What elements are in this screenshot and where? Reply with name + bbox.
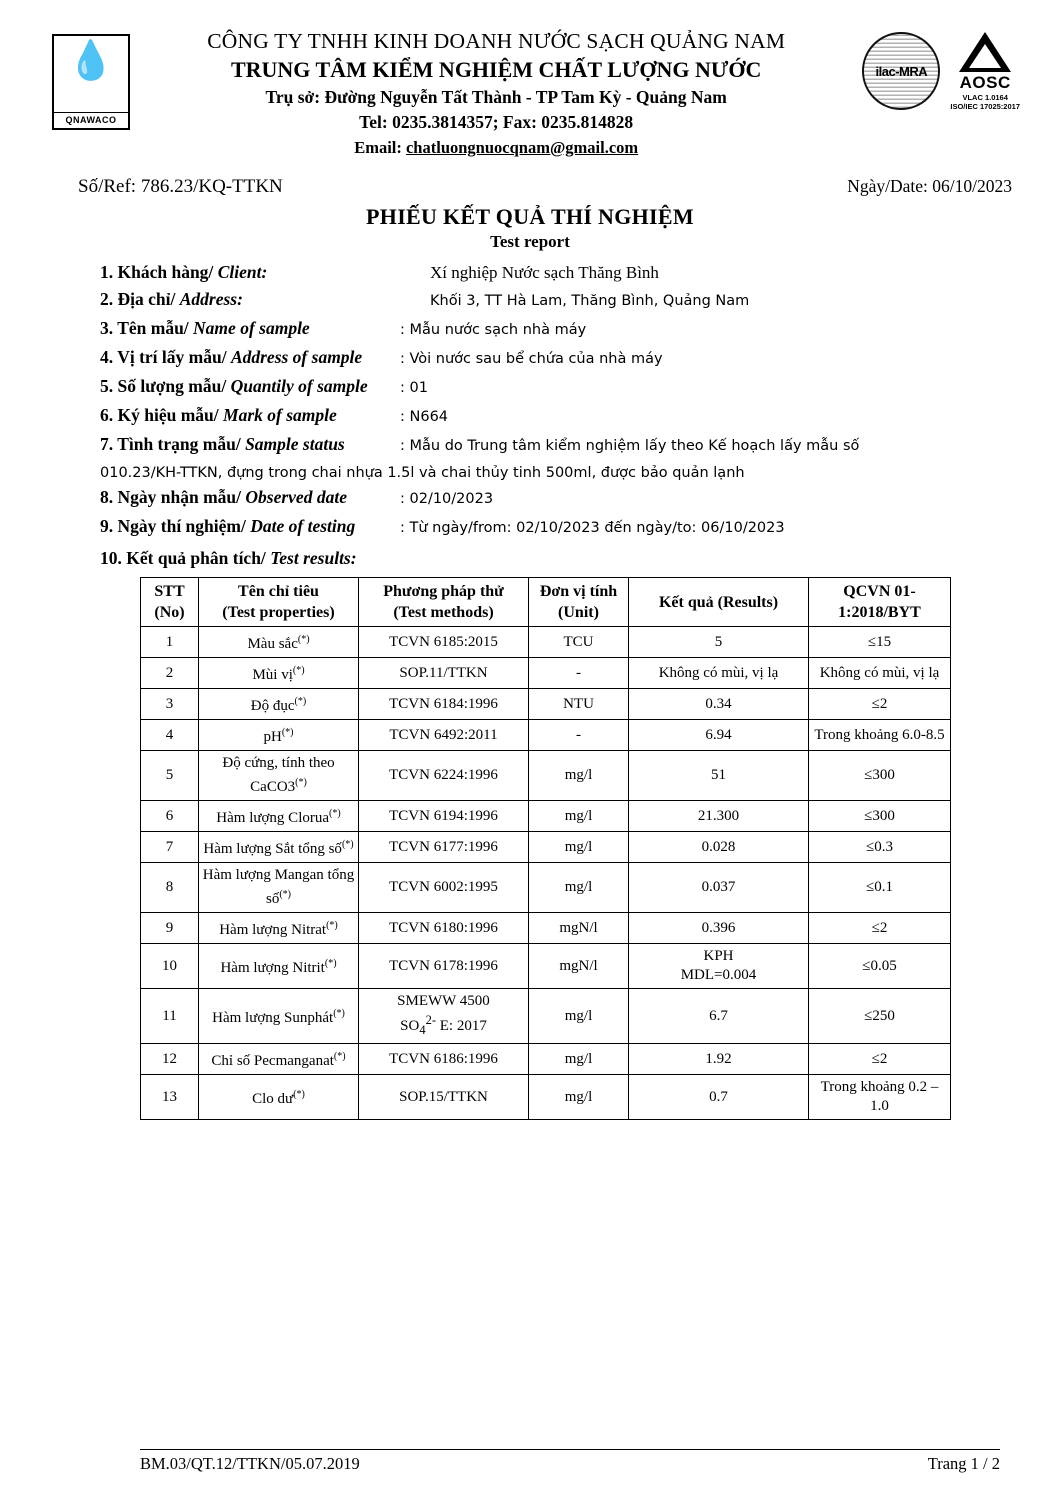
results-table-body bbox=[141, 627, 951, 1120]
cell-name: Hàm lượng Mangan tổng số(*) bbox=[199, 863, 359, 913]
table-row bbox=[141, 801, 951, 832]
cell-qcvn: ≤2 bbox=[809, 689, 951, 720]
field-observed-date-label: 8. Ngày nhận mẫu/ Observed date bbox=[100, 487, 347, 507]
cell-unit: - bbox=[529, 720, 629, 751]
water-drop-icon: 💧 bbox=[67, 40, 115, 82]
cell-stt: 2 bbox=[141, 658, 199, 689]
cell-stt: 4 bbox=[141, 720, 199, 751]
results-heading: 10. Kết quả phân tích/ Test results: bbox=[100, 547, 357, 568]
cell-method: SMEWW 4500 $SO_4^{2-}$ E: 2017 bbox=[359, 989, 529, 1044]
ref-date-row bbox=[0, 160, 1060, 198]
cell-qcvn: ≤15 bbox=[809, 627, 951, 658]
page-title: PHIẾU KẾT QUẢ THÍ NGHIỆM bbox=[366, 204, 694, 229]
sample-info-fields bbox=[0, 252, 1060, 571]
cell-stt: 1 bbox=[141, 627, 199, 658]
cell-method: TCVN 6180:1996 bbox=[359, 913, 529, 944]
cell-unit: NTU bbox=[529, 689, 629, 720]
field-observed-date bbox=[100, 485, 1020, 513]
col-header-qcvn: QCVN 01- 1:2018/BYT bbox=[809, 578, 951, 627]
field-sample-mark bbox=[100, 403, 1020, 431]
cell-result: 21.300 bbox=[629, 801, 809, 832]
cell-result: Không có mùi, vị lạ bbox=[629, 658, 809, 689]
ilac-mra-icon: ilac-MRA bbox=[862, 32, 940, 110]
col-header-unit: Đơn vị tính (Unit) bbox=[529, 578, 629, 627]
cell-method: TCVN 6185:2015 bbox=[359, 627, 529, 658]
field-sample-quantity bbox=[100, 374, 1020, 402]
field-testing-date bbox=[100, 514, 1020, 542]
page-subtitle: Test report bbox=[490, 232, 570, 251]
cell-stt: 7 bbox=[141, 832, 199, 863]
field-address-label: 2. Địa chỉ/ Address: bbox=[100, 289, 243, 309]
cell-unit: mg/l bbox=[529, 1075, 629, 1120]
cell-qcvn: ≤0.1 bbox=[809, 863, 951, 913]
cell-name: Chỉ số Pecmanganat(*) bbox=[199, 1044, 359, 1075]
cell-qcvn: ≤250 bbox=[809, 989, 951, 1044]
cell-stt: 5 bbox=[141, 751, 199, 801]
cell-result: 0.028 bbox=[629, 832, 809, 863]
field-client-value: Xí nghiệp Nước sạch Thăng Bình bbox=[430, 263, 659, 282]
cell-unit: mg/l bbox=[529, 1044, 629, 1075]
cell-name: Hàm lượng Clorua(*) bbox=[199, 801, 359, 832]
cell-result: 1.92 bbox=[629, 1044, 809, 1075]
company-name-line1: CÔNG TY TNHH KINH DOANH NƯỚC SẠCH QUẢNG NAM bbox=[207, 29, 786, 53]
cell-qcvn: ≤300 bbox=[809, 801, 951, 832]
date-label: Ngày/Date: bbox=[847, 176, 928, 196]
cell-method: TCVN 6002:1995 bbox=[359, 863, 529, 913]
cell-stt: 6 bbox=[141, 801, 199, 832]
document-footer bbox=[0, 1449, 1060, 1474]
cell-method: TCVN 6224:1996 bbox=[359, 751, 529, 801]
email-link[interactable]: chatluongnuocqnam@gmail.com bbox=[405, 138, 639, 157]
col-header-test-properties: Tên chỉ tiêu (Test properties) bbox=[199, 578, 359, 627]
ref-number bbox=[78, 176, 283, 198]
field-sample-name bbox=[100, 316, 1020, 344]
field-sample-status-label: 7. Tình trạng mẫu/ Sample status bbox=[100, 434, 345, 454]
cell-name: Clo dư(*) bbox=[199, 1075, 359, 1120]
aosc-sub1: VLAC 1.0164 bbox=[962, 93, 1008, 102]
report-date bbox=[847, 176, 1012, 197]
cell-method: TCVN 6194:1996 bbox=[359, 801, 529, 832]
ref-value: 786.23/KQ-TTKN bbox=[140, 176, 283, 197]
field-client-label: 1. Khách hàng/ Client: bbox=[100, 262, 268, 282]
cell-unit: mg/l bbox=[529, 751, 629, 801]
accreditation-marks bbox=[862, 32, 1020, 111]
table-row bbox=[141, 1075, 951, 1120]
cell-unit: mg/l bbox=[529, 989, 629, 1044]
cell-result: KPH MDL=0.004 bbox=[629, 944, 809, 989]
field-client bbox=[100, 260, 1020, 286]
cell-method: TCVN 6184:1996 bbox=[359, 689, 529, 720]
field-observed-date-value: : 02/10/2023 bbox=[400, 491, 494, 507]
cell-stt: 10 bbox=[141, 944, 199, 989]
cell-name: Mùi vị(*) bbox=[199, 658, 359, 689]
cell-stt: 9 bbox=[141, 913, 199, 944]
field-sample-status-continued: 010.23/KH-TTKN, đựng trong chai nhựa 1.5l và chai thủy tinh 500ml, được bảo quản lạnh bbox=[100, 465, 745, 481]
company-address: Trụ sở: Đường Nguyễn Tất Thành - TP Tam Kỳ - Quảng Nam bbox=[265, 87, 727, 107]
cell-unit: mgN/l bbox=[529, 944, 629, 989]
field-address-value: Khối 3, TT Hà Lam, Thăng Bình, Quảng Nam bbox=[430, 293, 750, 309]
field-sample-status bbox=[100, 432, 1020, 460]
results-table-wrapper bbox=[0, 571, 1060, 1120]
field-sample-mark-label: 6. Ký hiệu mẫu/ Mark of sample bbox=[100, 405, 337, 425]
table-row bbox=[141, 863, 951, 913]
cell-name: pH(*) bbox=[199, 720, 359, 751]
cell-method: TCVN 6178:1996 bbox=[359, 944, 529, 989]
field-sample-name-label: 3. Tên mẫu/ Name of sample bbox=[100, 318, 310, 338]
cell-method: TCVN 6186:1996 bbox=[359, 1044, 529, 1075]
company-phone: Tel: 0235.3814357; Fax: 0235.814828 bbox=[359, 112, 634, 132]
cell-name: Màu sắc(*) bbox=[199, 627, 359, 658]
cell-method: SOP.15/TTKN bbox=[359, 1075, 529, 1120]
cell-method: SOP.11/TTKN bbox=[359, 658, 529, 689]
cell-unit: mg/l bbox=[529, 801, 629, 832]
cell-qcvn: ≤2 bbox=[809, 913, 951, 944]
cell-name: Hàm lượng Sắt tổng số(*) bbox=[199, 832, 359, 863]
cell-stt: 13 bbox=[141, 1075, 199, 1120]
logo-label: QNAWACO bbox=[54, 112, 128, 125]
cell-result: 0.037 bbox=[629, 863, 809, 913]
field-sample-name-value: : Mẫu nước sạch nhà máy bbox=[400, 322, 587, 338]
table-row bbox=[141, 658, 951, 689]
cell-qcvn: ≤300 bbox=[809, 751, 951, 801]
cell-stt: 8 bbox=[141, 863, 199, 913]
cell-result: 0.7 bbox=[629, 1075, 809, 1120]
col-header-results: Kết quả (Results) bbox=[629, 578, 809, 627]
results-table bbox=[140, 577, 951, 1120]
cell-qcvn: Trong khoảng 6.0-8.5 bbox=[809, 720, 951, 751]
cell-unit: TCU bbox=[529, 627, 629, 658]
aosc-name: AOSC bbox=[959, 73, 1011, 92]
cell-result: 0.396 bbox=[629, 913, 809, 944]
table-row bbox=[141, 944, 951, 989]
col-header-test-methods: Phương pháp thử (Test methods) bbox=[359, 578, 529, 627]
field-sample-location bbox=[100, 345, 1020, 373]
cell-qcvn: Không có mùi, vị lạ bbox=[809, 658, 951, 689]
cell-result: 5 bbox=[629, 627, 809, 658]
table-header-row bbox=[141, 578, 951, 627]
table-row bbox=[141, 1044, 951, 1075]
cell-name: Hàm lượng Nitrat(*) bbox=[199, 913, 359, 944]
document-header bbox=[0, 0, 1060, 160]
cell-unit: mg/l bbox=[529, 863, 629, 913]
cell-qcvn: ≤2 bbox=[809, 1044, 951, 1075]
cell-name: Hàm lượng Sunphát(*) bbox=[199, 989, 359, 1044]
cell-name: Hàm lượng Nitrit(*) bbox=[199, 944, 359, 989]
cell-result: 51 bbox=[629, 751, 809, 801]
company-name-line2: TRUNG TÂM KIỂM NGHIỆM CHẤT LƯỢNG NƯỚC bbox=[230, 57, 762, 82]
field-testing-date-label: 9. Ngày thí nghiệm/ Date of testing bbox=[100, 516, 356, 536]
cell-unit: mg/l bbox=[529, 832, 629, 863]
cell-unit: mgN/l bbox=[529, 913, 629, 944]
cell-stt: 12 bbox=[141, 1044, 199, 1075]
table-row bbox=[141, 989, 951, 1044]
col-header-stt: STT (No) bbox=[141, 578, 199, 627]
footer-divider bbox=[140, 1449, 1000, 1450]
company-email-row bbox=[140, 135, 852, 160]
cell-method: TCVN 6177:1996 bbox=[359, 832, 529, 863]
table-row bbox=[141, 832, 951, 863]
cell-stt: 11 bbox=[141, 989, 199, 1044]
field-address bbox=[100, 287, 1020, 315]
field-sample-mark-value: : N664 bbox=[400, 409, 449, 425]
aosc-sub3: ISO/IEC 17025:2017 bbox=[950, 102, 1020, 111]
cell-qcvn: ≤0.05 bbox=[809, 944, 951, 989]
cell-stt: 3 bbox=[141, 689, 199, 720]
table-row bbox=[141, 689, 951, 720]
company-logo bbox=[52, 34, 130, 130]
table-row bbox=[141, 751, 951, 801]
email-label: Email: bbox=[354, 138, 402, 157]
cell-method: TCVN 6492:2011 bbox=[359, 720, 529, 751]
footer-page-number: Trang 1 / 2 bbox=[927, 1454, 1000, 1473]
date-value: 06/10/2023 bbox=[932, 176, 1012, 196]
field-sample-location-label: 4. Vị trí lấy mẫu/ Address of sample bbox=[100, 347, 363, 367]
table-row bbox=[141, 720, 951, 751]
aosc-triangle-icon bbox=[957, 32, 1013, 72]
cell-name: Độ cứng, tính theo CaCO3(*) bbox=[199, 751, 359, 801]
header-text-block bbox=[130, 28, 862, 160]
field-sample-location-value: : Vòi nước sau bể chứa của nhà máy bbox=[400, 351, 663, 367]
table-row bbox=[141, 627, 951, 658]
field-sample-status-value: : Mẫu do Trung tâm kiểm nghiệm lấy theo Kế hoạch lấy mẫu số bbox=[400, 438, 860, 454]
ref-label: Số/Ref: bbox=[78, 176, 137, 197]
cell-unit: - bbox=[529, 658, 629, 689]
cell-result: 6.94 bbox=[629, 720, 809, 751]
cell-qcvn: ≤0.3 bbox=[809, 832, 951, 863]
cell-result: 0.34 bbox=[629, 689, 809, 720]
cell-name: Độ đục(*) bbox=[199, 689, 359, 720]
field-testing-date-value: : Từ ngày/from: 02/10/2023 đến ngày/to: 06/10/2023 bbox=[400, 520, 785, 536]
cell-qcvn: Trong khoảng 0.2 – 1.0 bbox=[809, 1075, 951, 1120]
table-row bbox=[141, 913, 951, 944]
cell-result: 6.7 bbox=[629, 989, 809, 1044]
footer-form-code: BM.03/QT.12/TTKN/05.07.2019 bbox=[140, 1454, 360, 1473]
field-sample-quantity-value: : 01 bbox=[400, 380, 428, 396]
field-sample-quantity-label: 5. Số lượng mẫu/ Quantily of sample bbox=[100, 376, 368, 396]
aosc-logo bbox=[950, 32, 1020, 111]
